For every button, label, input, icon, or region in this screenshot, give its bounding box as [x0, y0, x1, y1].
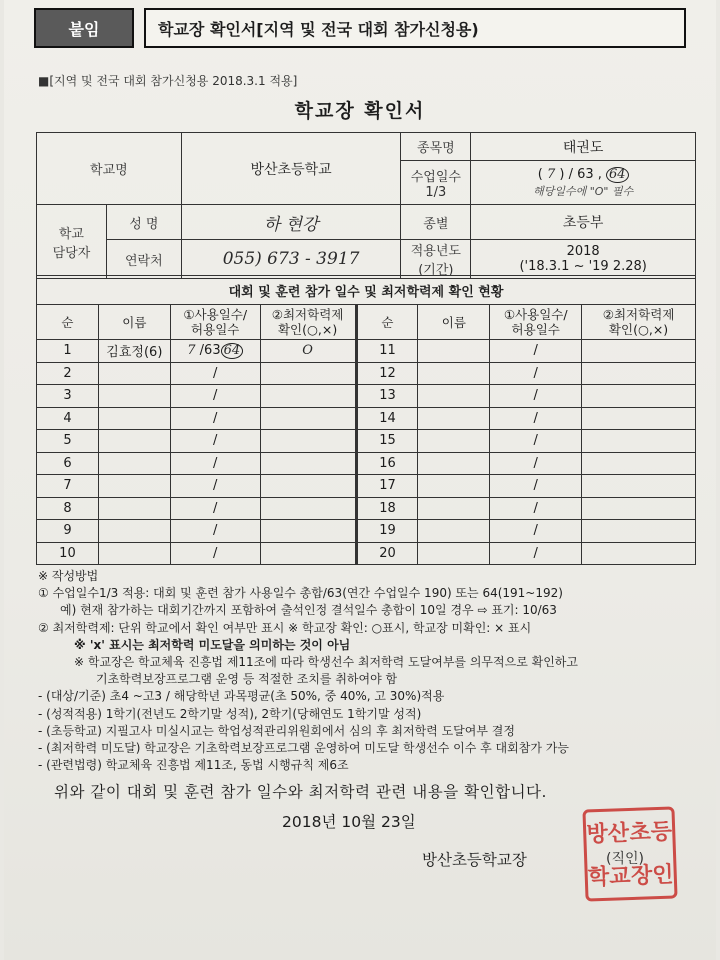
- used-days: /: [170, 430, 260, 453]
- used-days: /: [170, 520, 260, 543]
- min-achievement-check: [582, 430, 696, 453]
- student-name: [418, 407, 490, 430]
- instruction-line: 예) 현재 참가하는 대회기간까지 포함하여 출석인정 결석일수 총합이 10일 경우 ⇨ 표기: 10/63: [60, 603, 557, 618]
- row-number: 18: [356, 497, 418, 520]
- row-number: 3: [37, 385, 99, 408]
- min-achievement-check: [582, 407, 696, 430]
- min-achievement-check: [260, 452, 356, 475]
- contact-value: 055) 673 - 3917: [181, 240, 401, 279]
- year-label: 적용년도 (기간): [401, 240, 471, 279]
- document-title: 학교장 확인서: [294, 100, 426, 122]
- row-number: 5: [37, 430, 99, 453]
- min-achievement-check: [260, 520, 356, 543]
- student-name: [418, 362, 490, 385]
- min-achievement-check: [582, 520, 696, 543]
- participation-row: [37, 520, 696, 543]
- row-number: 13: [356, 385, 418, 408]
- student-name: [98, 407, 170, 430]
- instructions-heading: ※ 작성방법: [38, 569, 99, 583]
- event-value: 태권도: [471, 133, 696, 161]
- used-days: /: [490, 340, 582, 363]
- used-days: 7 /63 64: [170, 340, 260, 363]
- used-days: /: [490, 385, 582, 408]
- row-number: 14: [356, 407, 418, 430]
- instruction-line: 기초학력보장프로그램 운영 등 적절한 조치를 취하여야 함: [96, 672, 398, 687]
- min-achievement-check: O: [260, 340, 356, 363]
- seal-label: (직인): [606, 851, 644, 867]
- used-days: /: [490, 452, 582, 475]
- participation-table: [36, 275, 696, 565]
- school-name-value: 방산초등학교: [181, 133, 401, 205]
- student-name: [98, 362, 170, 385]
- handwritten-days: 7: [546, 166, 556, 182]
- row-number: 11: [356, 340, 418, 363]
- row-number: 1: [37, 340, 99, 363]
- student-name: [98, 520, 170, 543]
- used-days: /: [170, 542, 260, 565]
- principal-name: 방산초등학교장: [422, 851, 527, 869]
- student-name: [418, 430, 490, 453]
- used-days: /: [170, 407, 260, 430]
- student-name: [98, 430, 170, 453]
- min-achievement-check: [582, 362, 696, 385]
- student-name: [98, 385, 170, 408]
- row-number: 2: [37, 362, 99, 385]
- student-name: [98, 497, 170, 520]
- participation-row: [37, 542, 696, 565]
- issue-date: 2018년 10월 23일: [282, 813, 416, 831]
- instruction-line: - (초등학교) 지필고사 미실시교는 학업성적관리위원회에서 심의 후 최저학력 도달여부 결정: [38, 723, 515, 738]
- student-name: [98, 542, 170, 565]
- circled-allowed-days: 64: [606, 167, 629, 183]
- row-number: 9: [37, 520, 99, 543]
- school-days-label: 수업일수 1/3: [401, 161, 471, 205]
- student-name: [418, 340, 490, 363]
- student-name: [418, 452, 490, 475]
- document-header: [34, 8, 686, 48]
- school-info-table: [36, 132, 696, 279]
- used-days: /: [170, 362, 260, 385]
- instruction-line: - (관련법령) 학교체육 진흥법 제11조, 동법 시행규칙 제6조: [38, 758, 349, 773]
- participation-row: [37, 385, 696, 408]
- contact-label: 연락처: [106, 240, 181, 279]
- row-number: 15: [356, 430, 418, 453]
- instruction-line: ※ 'x' 표시는 최저학력 미도달을 의미하는 것이 아님: [74, 637, 351, 652]
- row-number: 16: [356, 452, 418, 475]
- school-days-value: ( 7 ) / 63 , 64 해당일수에 "O" 필수: [471, 161, 696, 205]
- division-value: 초등부: [471, 205, 696, 240]
- school-name-label: 학교명: [37, 133, 182, 205]
- participation-row: [37, 497, 696, 520]
- participation-row: [37, 452, 696, 475]
- row-number: 8: [37, 497, 99, 520]
- participation-header-row: 순 이름 ①사용일수/ 허용일수 ②최저학력제 확인(○,×) 순 이름 ①사용일수/ 허용일수 ②최저학력제 확인(○,×): [37, 305, 696, 340]
- days-note: 해당일수에 "O" 필수: [533, 184, 634, 198]
- event-label: 종목명: [401, 133, 471, 161]
- participation-caption: 대회 및 훈련 참가 일수 및 최저학력제 확인 현황: [37, 276, 696, 305]
- division-label: 종별: [401, 205, 471, 240]
- document-page: [4, 0, 716, 960]
- used-days: /: [490, 520, 582, 543]
- year-value: 2018 ('18.3.1 ~ '19 2.28): [471, 240, 696, 279]
- used-days: /: [170, 385, 260, 408]
- min-achievement-check: [260, 430, 356, 453]
- min-achievement-check: [582, 340, 696, 363]
- min-achievement-check: [260, 497, 356, 520]
- writing-instructions: [38, 568, 698, 774]
- participation-row: [37, 340, 696, 363]
- student-name: [418, 520, 490, 543]
- min-achievement-check: [582, 452, 696, 475]
- participation-row: [37, 362, 696, 385]
- min-achievement-check: [582, 497, 696, 520]
- instruction-line: ① 수업일수1/3 적용: 대회 및 훈련 참가 사용일수 총합/63(연간 수업일수 190) 또는 64(191~192): [38, 586, 563, 601]
- used-days: /: [490, 407, 582, 430]
- participation-row: [37, 430, 696, 453]
- instruction-line: - (성적적용) 1학기(전년도 2학기말 성적), 2학기(당해연도 1학기말 성적): [38, 706, 422, 721]
- used-days: /: [170, 497, 260, 520]
- student-name: [418, 475, 490, 498]
- teacher-name-value: 하 현강: [181, 205, 401, 240]
- confirmation-statement: 위와 같이 대회 및 훈련 참가 일수와 최저학력 관련 내용을 확인합니다.: [54, 783, 547, 801]
- used-days: /: [170, 475, 260, 498]
- min-achievement-check: [582, 542, 696, 565]
- teacher-label: 학교 담당자: [37, 205, 107, 279]
- participation-row: [37, 407, 696, 430]
- student-name: 김효정(6): [98, 340, 170, 363]
- min-achievement-check: [260, 385, 356, 408]
- row-number: 4: [37, 407, 99, 430]
- min-achievement-check: [582, 385, 696, 408]
- row-number: 6: [37, 452, 99, 475]
- instruction-line: - (최저학력 미도달) 학교장은 기초학력보장프로그램 운영하여 미도달 학생선수 이수 후 대회참가 가능: [38, 741, 569, 756]
- student-name: [418, 542, 490, 565]
- form-version-note: ■[지역 및 전국 대회 참가신청용 2018.3.1 적용]: [38, 74, 298, 88]
- used-days: /: [490, 430, 582, 453]
- min-achievement-check: [260, 475, 356, 498]
- row-number: 19: [356, 520, 418, 543]
- attachment-badge: 붙임: [34, 8, 134, 48]
- min-achievement-check: [260, 407, 356, 430]
- instruction-line: ※ 학교장은 학교체육 진흥법 제11조에 따라 학생선수 최저학력 도달여부를 의무적으로 확인하고: [74, 655, 578, 670]
- student-name: [98, 475, 170, 498]
- student-name: [98, 452, 170, 475]
- min-achievement-check: [260, 542, 356, 565]
- used-days: /: [490, 362, 582, 385]
- row-number: 17: [356, 475, 418, 498]
- min-achievement-check: [260, 362, 356, 385]
- instruction-line: ② 최저학력제: 단위 학교에서 확인 여부만 표시 ※ 학교장 확인: ○표시, 학교장 미확인: × 표시: [38, 620, 532, 635]
- student-name: [418, 497, 490, 520]
- teacher-name-label: 성 명: [106, 205, 181, 240]
- row-number: 10: [37, 542, 99, 565]
- row-number: 7: [37, 475, 99, 498]
- used-days: /: [170, 452, 260, 475]
- header-title: 학교장 확인서[지역 및 전국 대회 참가신청용): [144, 8, 686, 48]
- participation-row: [37, 475, 696, 498]
- instruction-line: - (대상/기준) 초4 ~고3 / 해당학년 과목평균(초 50%, 중 40%, 고 30%)적용: [38, 689, 445, 704]
- circled-allowed-days: 64: [221, 343, 244, 359]
- used-days: /: [490, 542, 582, 565]
- row-number: 20: [356, 542, 418, 565]
- used-days: /: [490, 475, 582, 498]
- student-name: [418, 385, 490, 408]
- official-seal-stamp: 방산 초등 학교 장인: [582, 806, 677, 901]
- min-achievement-check: [582, 475, 696, 498]
- used-days: /: [490, 497, 582, 520]
- row-number: 12: [356, 362, 418, 385]
